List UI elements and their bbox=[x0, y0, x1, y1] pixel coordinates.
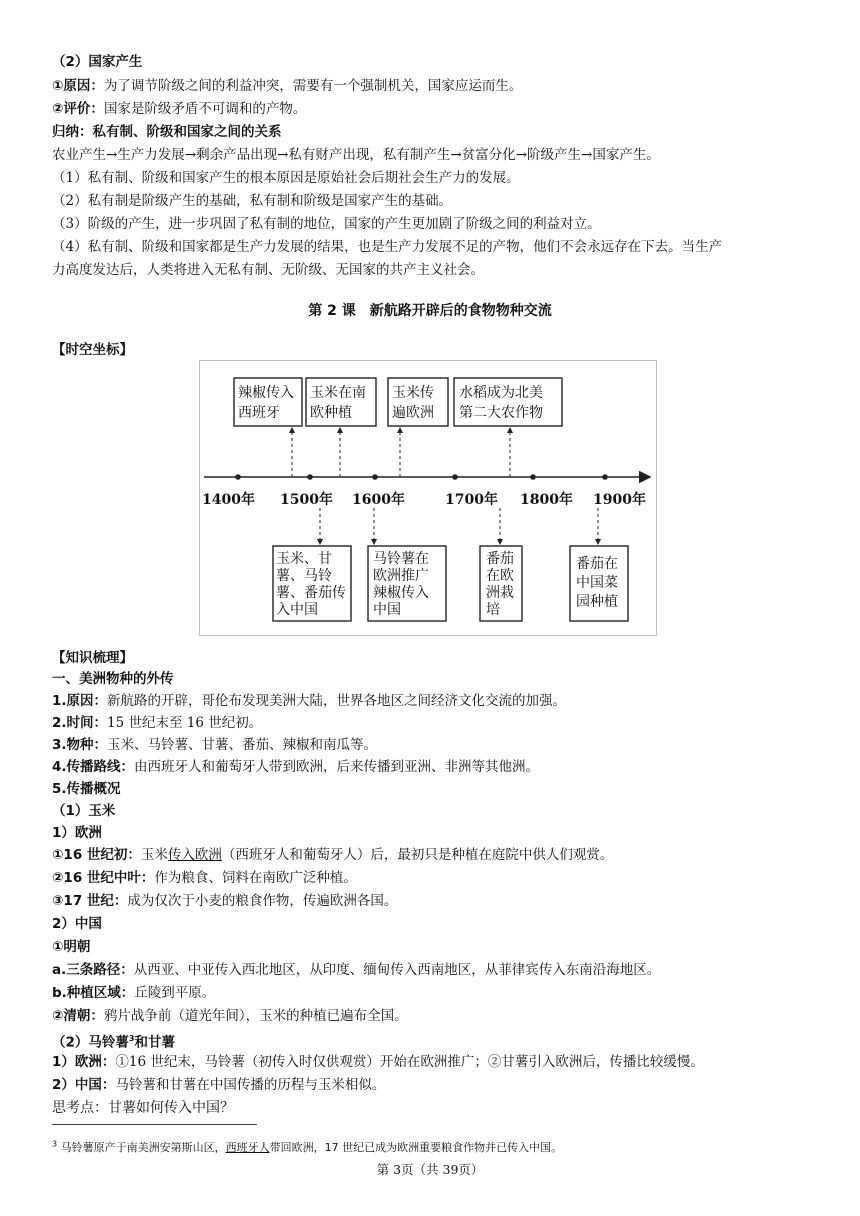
label: 1）欧洲： bbox=[52, 1054, 116, 1070]
text: 由西班牙人和葡萄牙人带到欧洲，后来传播到亚洲、非洲等其他洲。 bbox=[134, 759, 540, 775]
footnote bbox=[52, 1139, 562, 1155]
svg-text:玉米在南: 玉米在南 bbox=[310, 385, 366, 401]
tick-label: 1400年 bbox=[202, 492, 255, 508]
paragraph-reason bbox=[52, 76, 522, 96]
subheading-europe: 1）欧洲 bbox=[52, 825, 102, 841]
timeline-figure bbox=[199, 360, 657, 636]
ming-routes bbox=[52, 960, 660, 980]
knowledge-heading: 【知识梳理】 bbox=[52, 650, 133, 666]
connectors-upper bbox=[292, 430, 510, 477]
item-overview: 5.传播概况 bbox=[52, 781, 121, 797]
text: 马铃薯和甘薯在中国传播的历程与玉米相似。 bbox=[115, 1077, 386, 1093]
ming-areas bbox=[52, 983, 215, 1003]
footnote-rule bbox=[52, 1124, 257, 1125]
event-box-upper bbox=[454, 378, 562, 426]
potato-europe bbox=[52, 1052, 704, 1072]
point-1: （1）私有制、阶级和国家产生的根本原因是原始社会后期社会生产力的发展。 bbox=[52, 170, 520, 186]
label: ③17 世纪： bbox=[52, 893, 128, 909]
point-2: （2）私有制是阶级产生的基础，私有制和阶级是国家产生的基础。 bbox=[52, 193, 453, 209]
svg-text:玉米、甘: 玉米、甘 bbox=[276, 551, 332, 567]
event-box-upper bbox=[388, 378, 448, 426]
text: 国家是阶级矛盾不可调和的产物。 bbox=[103, 101, 307, 117]
svg-text:中国: 中国 bbox=[373, 602, 401, 618]
text: 从西亚、中亚传入西北地区，从印度、缅甸传入西南地区，从菲律宾传入东南沿海地区。 bbox=[133, 962, 661, 978]
tick-label: 1700年 bbox=[445, 492, 498, 508]
point-4-line-1: （4）私有制、阶级和国家都是生产力发展的结果，也是生产力发展不足的产物，他们不会永远存在下去。当生产 bbox=[52, 239, 723, 255]
svg-text:玉米传: 玉米传 bbox=[392, 385, 434, 401]
point-4-line-2: 力高度发达后，人类将进入无私有制、无阶级、无国家的共产主义社会。 bbox=[52, 262, 484, 278]
footnote-mark: 3 bbox=[52, 1139, 58, 1149]
chain-text: 农业产生→生产力发展→剩余产品出现→私有财产出现，私有制产生→贫富分化→阶级产生→国家产生。 bbox=[52, 147, 660, 163]
tick-label: 1600年 bbox=[352, 492, 405, 508]
tick-labels bbox=[202, 491, 646, 508]
svg-text:欧洲推广: 欧洲推广 bbox=[373, 568, 429, 584]
text: ①16 世纪末，马铃薯（初传入时仅供观赏）开始在欧洲推广；②甘薯引入欧洲后，传播比较缓慢。 bbox=[115, 1054, 704, 1070]
svg-text:辣椒传入: 辣椒传入 bbox=[373, 585, 429, 601]
svg-text:洲栽: 洲栽 bbox=[486, 585, 514, 601]
subheading-china: 2）中国 bbox=[52, 916, 102, 932]
svg-text:薯、番茄传: 薯、番茄传 bbox=[276, 585, 346, 601]
connectors-lower bbox=[320, 508, 598, 542]
tick-label: 1900年 bbox=[593, 492, 646, 508]
underlined-text: 传入欧洲 bbox=[167, 847, 222, 863]
label: b.种植区域： bbox=[52, 985, 135, 1001]
svg-text:水稻成为北美: 水稻成为北美 bbox=[459, 385, 543, 401]
text: 成为仅次于小麦的粮食作物，传遍欧洲各国。 bbox=[127, 893, 398, 909]
section-heading: 一、美洲物种的外传 bbox=[52, 671, 174, 687]
underlined-text: 西班牙人 bbox=[225, 1141, 270, 1154]
text: （2）马铃薯 bbox=[52, 1034, 129, 1051]
event-box-upper bbox=[306, 378, 376, 426]
event-box-upper bbox=[234, 378, 302, 426]
text: 丘陵到平原。 bbox=[134, 985, 216, 1001]
page-number: 第 3页（共 39页） bbox=[376, 1162, 484, 1177]
event-box-lower bbox=[570, 546, 628, 621]
text: 玉米 bbox=[140, 847, 168, 863]
label: ②清朝： bbox=[52, 1008, 104, 1024]
event-box-lower bbox=[480, 546, 522, 621]
summary-heading: 归纳：私有制、阶级和国家之间的关系 bbox=[52, 124, 282, 140]
text: 马铃薯原产于南美洲安第斯山区， bbox=[57, 1141, 226, 1154]
text: 和甘薯 bbox=[134, 1034, 175, 1051]
svg-text:薯、马铃: 薯、马铃 bbox=[276, 568, 332, 584]
svg-text:遍欧洲: 遍欧洲 bbox=[392, 405, 434, 421]
svg-text:中国菜: 中国菜 bbox=[576, 575, 618, 591]
text: （西班牙人和葡萄牙人）后，最初只是种植在庭院中供人们观赏。 bbox=[221, 847, 614, 863]
item-reason bbox=[52, 691, 566, 711]
timeline-svg bbox=[200, 361, 656, 635]
item-time bbox=[52, 713, 262, 733]
svg-text:第二大农作物: 第二大农作物 bbox=[459, 405, 543, 421]
qing bbox=[52, 1006, 408, 1026]
potato-china bbox=[52, 1075, 385, 1095]
thinking-point: 思考点：甘薯如何传入中国？ bbox=[52, 1100, 234, 1116]
label: a.三条路径： bbox=[52, 962, 134, 978]
svg-text:马铃薯在: 马铃薯在 bbox=[373, 551, 429, 567]
corn-europe-1 bbox=[52, 845, 613, 865]
svg-text:辣椒传入: 辣椒传入 bbox=[238, 385, 294, 401]
corn-europe-2 bbox=[52, 868, 357, 888]
text: 带回欧洲，17 世纪已成为欧洲重要粮食作物并已传入中国。 bbox=[269, 1141, 563, 1154]
label: 1.原因： bbox=[52, 693, 108, 709]
label: 2.时间： bbox=[52, 715, 108, 731]
label: 2）中国： bbox=[52, 1077, 116, 1093]
text: 为了调节阶级之间的利益冲突，需要有一个强制机关，国家应运而生。 bbox=[103, 78, 523, 94]
label: ①原因： bbox=[52, 78, 104, 94]
svg-text:番茄在: 番茄在 bbox=[576, 556, 618, 572]
text: 鸦片战争前（道光年间），玉米的种植已遍布全国。 bbox=[103, 1008, 408, 1024]
subheading-ming: ①明朝 bbox=[52, 939, 91, 955]
svg-text:培: 培 bbox=[486, 602, 500, 618]
svg-text:欧种植: 欧种植 bbox=[310, 405, 352, 421]
svg-text:园种植: 园种植 bbox=[576, 594, 618, 610]
label: ①16 世纪初： bbox=[52, 847, 141, 863]
text: 作为粮食、饲料在南欧广泛种植。 bbox=[154, 870, 357, 886]
svg-text:西班牙: 西班牙 bbox=[238, 405, 280, 421]
svg-text:在欧: 在欧 bbox=[486, 568, 514, 584]
tick-label: 1500年 bbox=[280, 492, 333, 508]
section-heading-state: （2）国家产生 bbox=[52, 54, 143, 70]
corn-europe-3 bbox=[52, 891, 397, 911]
point-3: （3）阶级的产生，进一步巩固了私有制的地位，国家的产生更加剧了阶级之间的利益对立。 bbox=[52, 216, 601, 232]
label: ②评价： bbox=[52, 101, 104, 117]
svg-text:番茄: 番茄 bbox=[486, 551, 514, 567]
subheading-potato bbox=[52, 1029, 175, 1053]
timeline-heading: 【时空坐标】 bbox=[52, 342, 133, 358]
subheading-corn: （1）玉米 bbox=[52, 803, 116, 819]
paragraph-evaluation bbox=[52, 99, 306, 119]
text: 玉米、马铃薯、甘薯、番茄、辣椒和南瓜等。 bbox=[107, 737, 378, 753]
label: ②16 世纪中叶： bbox=[52, 870, 155, 886]
footnote-ref[interactable]: 3 bbox=[128, 1034, 135, 1043]
item-route bbox=[52, 757, 539, 777]
text: 新航路的开辟，哥伦布发现美洲大陆，世界各地区之间经济文化交流的加强。 bbox=[107, 693, 567, 709]
event-box-lower bbox=[273, 546, 351, 621]
tick-label: 1800年 bbox=[520, 492, 573, 508]
lesson-title: 第 2 课 新航路开辟后的食物物种交流 bbox=[308, 303, 552, 319]
item-species bbox=[52, 735, 377, 755]
label: 3.物种： bbox=[52, 737, 108, 753]
label: 4.传播路线： bbox=[52, 759, 135, 775]
event-box-lower bbox=[368, 546, 446, 621]
text: 15 世纪末至 16 世纪初。 bbox=[107, 715, 263, 731]
svg-text:入中国: 入中国 bbox=[276, 602, 318, 618]
